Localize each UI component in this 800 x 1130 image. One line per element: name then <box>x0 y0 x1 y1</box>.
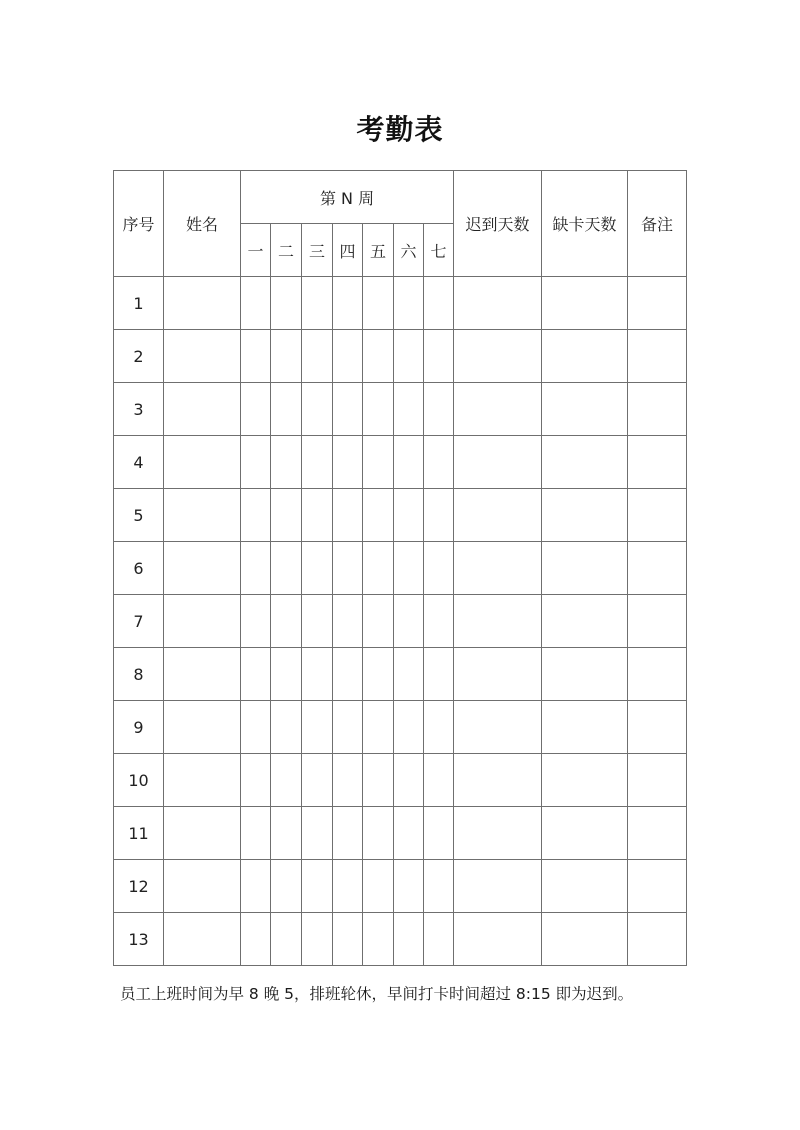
late-days-cell[interactable] <box>454 648 542 701</box>
day-5-cell[interactable] <box>363 330 394 383</box>
day-2-cell[interactable] <box>271 330 302 383</box>
name-cell[interactable] <box>164 330 241 383</box>
late-days-cell[interactable] <box>454 595 542 648</box>
day-4-cell[interactable] <box>333 330 363 383</box>
row-index: 7 <box>114 595 164 648</box>
table-row <box>114 542 687 595</box>
row-index: 1 <box>114 277 164 330</box>
header-day-2: 二 <box>271 224 302 277</box>
day-5-cell[interactable] <box>363 383 394 436</box>
day-6-cell[interactable] <box>394 913 424 966</box>
day-3-cell[interactable] <box>302 383 333 436</box>
day-4-cell[interactable] <box>333 277 363 330</box>
day-4-cell[interactable] <box>333 383 363 436</box>
day-1-cell[interactable] <box>241 489 271 542</box>
day-4-cell[interactable] <box>333 648 363 701</box>
day-5-cell[interactable] <box>363 701 394 754</box>
name-cell[interactable] <box>164 807 241 860</box>
missing-days-cell[interactable] <box>542 277 628 330</box>
header-day-7: 七 <box>424 224 454 277</box>
name-cell[interactable] <box>164 701 241 754</box>
day-3-cell[interactable] <box>302 277 333 330</box>
table-row <box>114 277 687 330</box>
day-4-cell[interactable] <box>333 542 363 595</box>
day-3-cell[interactable] <box>302 648 333 701</box>
remarks-cell[interactable] <box>628 595 687 648</box>
day-6-cell[interactable] <box>394 648 424 701</box>
day-7-cell[interactable] <box>424 701 454 754</box>
day-1-cell[interactable] <box>241 595 271 648</box>
day-3-cell[interactable] <box>302 754 333 807</box>
day-3-cell[interactable] <box>302 542 333 595</box>
missing-days-cell[interactable] <box>542 860 628 913</box>
day-6-cell[interactable] <box>394 807 424 860</box>
day-7-cell[interactable] <box>424 595 454 648</box>
day-1-cell[interactable] <box>241 701 271 754</box>
late-days-cell[interactable] <box>454 489 542 542</box>
day-6-cell[interactable] <box>394 542 424 595</box>
row-index: 6 <box>114 542 164 595</box>
table-row <box>114 330 687 383</box>
day-4-cell[interactable] <box>333 754 363 807</box>
day-5-cell[interactable] <box>363 754 394 807</box>
name-cell[interactable] <box>164 383 241 436</box>
header-name: 姓名 <box>164 171 241 277</box>
name-cell[interactable] <box>164 542 241 595</box>
row-index: 11 <box>114 807 164 860</box>
missing-days-cell[interactable] <box>542 542 628 595</box>
header-day-5: 五 <box>363 224 394 277</box>
remarks-cell[interactable] <box>628 754 687 807</box>
day-1-cell[interactable] <box>241 913 271 966</box>
day-4-cell[interactable] <box>333 913 363 966</box>
name-cell[interactable] <box>164 277 241 330</box>
missing-days-cell[interactable] <box>542 489 628 542</box>
late-days-cell[interactable] <box>454 330 542 383</box>
day-1-cell[interactable] <box>241 542 271 595</box>
table-row <box>114 701 687 754</box>
day-6-cell[interactable] <box>394 383 424 436</box>
row-index: 4 <box>114 436 164 489</box>
name-cell[interactable] <box>164 595 241 648</box>
table-row <box>114 436 687 489</box>
day-3-cell[interactable] <box>302 701 333 754</box>
remarks-cell[interactable] <box>628 330 687 383</box>
row-index: 12 <box>114 860 164 913</box>
day-6-cell[interactable] <box>394 595 424 648</box>
table-row <box>114 860 687 913</box>
table-row <box>114 754 687 807</box>
row-index: 5 <box>114 489 164 542</box>
day-2-cell[interactable] <box>271 383 302 436</box>
day-5-cell[interactable] <box>363 807 394 860</box>
day-3-cell[interactable] <box>302 807 333 860</box>
table-row <box>114 913 687 966</box>
page-title: 考勤表 <box>356 113 444 146</box>
remarks-cell[interactable] <box>628 383 687 436</box>
header-week: 第 N 周 <box>241 171 454 224</box>
day-7-cell[interactable] <box>424 913 454 966</box>
day-7-cell[interactable] <box>424 754 454 807</box>
day-6-cell[interactable] <box>394 754 424 807</box>
day-2-cell[interactable] <box>271 277 302 330</box>
day-5-cell[interactable] <box>363 436 394 489</box>
header-day-4: 四 <box>333 224 363 277</box>
late-days-cell[interactable] <box>454 807 542 860</box>
header-remarks: 备注 <box>628 171 687 277</box>
remarks-cell[interactable] <box>628 648 687 701</box>
day-2-cell[interactable] <box>271 648 302 701</box>
day-5-cell[interactable] <box>363 489 394 542</box>
missing-days-cell[interactable] <box>542 330 628 383</box>
row-index: 10 <box>114 754 164 807</box>
remarks-cell[interactable] <box>628 860 687 913</box>
header-day-1: 一 <box>241 224 271 277</box>
day-4-cell[interactable] <box>333 595 363 648</box>
table-row <box>114 489 687 542</box>
late-days-cell[interactable] <box>454 860 542 913</box>
missing-days-cell[interactable] <box>542 913 628 966</box>
day-2-cell[interactable] <box>271 489 302 542</box>
header-day-6: 六 <box>394 224 424 277</box>
day-7-cell[interactable] <box>424 489 454 542</box>
late-days-cell[interactable] <box>454 913 542 966</box>
remarks-cell[interactable] <box>628 807 687 860</box>
row-index: 9 <box>114 701 164 754</box>
day-4-cell[interactable] <box>333 807 363 860</box>
day-5-cell[interactable] <box>363 542 394 595</box>
missing-days-cell[interactable] <box>542 436 628 489</box>
day-4-cell[interactable] <box>333 436 363 489</box>
row-index: 2 <box>114 330 164 383</box>
missing-days-cell[interactable] <box>542 754 628 807</box>
header-day-3: 三 <box>302 224 333 277</box>
missing-days-cell[interactable] <box>542 648 628 701</box>
day-2-cell[interactable] <box>271 807 302 860</box>
remarks-cell[interactable] <box>628 436 687 489</box>
day-1-cell[interactable] <box>241 436 271 489</box>
day-3-cell[interactable] <box>302 860 333 913</box>
day-3-cell[interactable] <box>302 913 333 966</box>
day-7-cell[interactable] <box>424 383 454 436</box>
late-days-cell[interactable] <box>454 701 542 754</box>
missing-days-cell[interactable] <box>542 701 628 754</box>
late-days-cell[interactable] <box>454 754 542 807</box>
missing-days-cell[interactable] <box>542 383 628 436</box>
day-4-cell[interactable] <box>333 489 363 542</box>
day-2-cell[interactable] <box>271 701 302 754</box>
attendance-table <box>113 170 687 966</box>
day-6-cell[interactable] <box>394 277 424 330</box>
day-6-cell[interactable] <box>394 436 424 489</box>
name-cell[interactable] <box>164 860 241 913</box>
late-days-cell[interactable] <box>454 542 542 595</box>
day-1-cell[interactable] <box>241 277 271 330</box>
day-4-cell[interactable] <box>333 701 363 754</box>
day-2-cell[interactable] <box>271 436 302 489</box>
footer-note: 员工上班时间为早 8 晚 5，排班轮休，早间打卡时间超过 8:15 即为迟到。 <box>120 985 634 1003</box>
day-6-cell[interactable] <box>394 330 424 383</box>
day-5-cell[interactable] <box>363 648 394 701</box>
day-3-cell[interactable] <box>302 489 333 542</box>
day-6-cell[interactable] <box>394 489 424 542</box>
row-index: 13 <box>114 913 164 966</box>
remarks-cell[interactable] <box>628 277 687 330</box>
day-1-cell[interactable] <box>241 807 271 860</box>
day-4-cell[interactable] <box>333 860 363 913</box>
day-7-cell[interactable] <box>424 860 454 913</box>
missing-days-cell[interactable] <box>542 807 628 860</box>
day-1-cell[interactable] <box>241 754 271 807</box>
day-5-cell[interactable] <box>363 595 394 648</box>
remarks-cell[interactable] <box>628 542 687 595</box>
day-2-cell[interactable] <box>271 913 302 966</box>
day-7-cell[interactable] <box>424 542 454 595</box>
day-1-cell[interactable] <box>241 383 271 436</box>
day-7-cell[interactable] <box>424 648 454 701</box>
day-1-cell[interactable] <box>241 648 271 701</box>
table-row <box>114 595 687 648</box>
day-3-cell[interactable] <box>302 330 333 383</box>
late-days-cell[interactable] <box>454 383 542 436</box>
day-7-cell[interactable] <box>424 277 454 330</box>
day-5-cell[interactable] <box>363 860 394 913</box>
header-index: 序号 <box>114 171 164 277</box>
header-late-days: 迟到天数 <box>454 171 542 277</box>
day-2-cell[interactable] <box>271 595 302 648</box>
row-index: 3 <box>114 383 164 436</box>
day-2-cell[interactable] <box>271 754 302 807</box>
day-1-cell[interactable] <box>241 860 271 913</box>
day-7-cell[interactable] <box>424 330 454 383</box>
late-days-cell[interactable] <box>454 436 542 489</box>
table-row <box>114 648 687 701</box>
day-5-cell[interactable] <box>363 277 394 330</box>
day-2-cell[interactable] <box>271 542 302 595</box>
day-1-cell[interactable] <box>241 330 271 383</box>
day-2-cell[interactable] <box>271 860 302 913</box>
remarks-cell[interactable] <box>628 489 687 542</box>
header-missing-days: 缺卡天数 <box>542 171 628 277</box>
table-row <box>114 383 687 436</box>
day-6-cell[interactable] <box>394 701 424 754</box>
row-index: 8 <box>114 648 164 701</box>
day-5-cell[interactable] <box>363 913 394 966</box>
late-days-cell[interactable] <box>454 277 542 330</box>
name-cell[interactable] <box>164 436 241 489</box>
remarks-cell[interactable] <box>628 701 687 754</box>
day-7-cell[interactable] <box>424 807 454 860</box>
header-row-top <box>114 171 687 224</box>
name-cell[interactable] <box>164 913 241 966</box>
table-row <box>114 807 687 860</box>
missing-days-cell[interactable] <box>542 595 628 648</box>
name-cell[interactable] <box>164 648 241 701</box>
day-7-cell[interactable] <box>424 436 454 489</box>
day-3-cell[interactable] <box>302 595 333 648</box>
remarks-cell[interactable] <box>628 913 687 966</box>
day-3-cell[interactable] <box>302 436 333 489</box>
name-cell[interactable] <box>164 754 241 807</box>
name-cell[interactable] <box>164 489 241 542</box>
day-6-cell[interactable] <box>394 860 424 913</box>
